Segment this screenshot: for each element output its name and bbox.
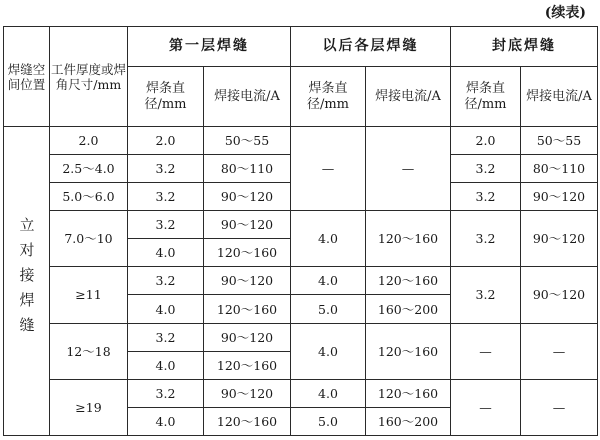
sealing-current-cell: 90～120 [521, 211, 598, 267]
sealing-diameter-cell: 2.0 [451, 127, 521, 155]
thickness-cell: 5.0～6.0 [50, 183, 128, 211]
first-diameter-cell: 2.0 [128, 127, 204, 155]
later-current-cell: 160～200 [366, 407, 451, 435]
first-diameter-cell: 4.0 [128, 407, 204, 435]
later-diameter-cell: — [291, 127, 366, 211]
later-diameter-cell: 5.0 [291, 295, 366, 323]
header-later-current: 焊接电流/A [366, 67, 451, 127]
later-current-cell: — [366, 127, 451, 211]
first-diameter-cell: 3.2 [128, 155, 204, 183]
table-row [4, 127, 598, 155]
first-diameter-cell: 4.0 [128, 351, 204, 379]
thickness-cell: ≥19 [50, 379, 128, 435]
sealing-current-cell: — [521, 323, 598, 379]
thickness-cell: 12～18 [50, 323, 128, 379]
first-current-cell: 120～160 [204, 407, 291, 435]
first-diameter-cell: 4.0 [128, 295, 204, 323]
later-diameter-cell: 4.0 [291, 267, 366, 295]
thickness-cell: ≥11 [50, 267, 128, 323]
table-row [4, 267, 598, 295]
first-current-cell: 120～160 [204, 351, 291, 379]
sealing-diameter-cell: — [451, 379, 521, 435]
welding-parameters-table [3, 26, 598, 436]
position-label: 立对接焊缝 [17, 217, 36, 342]
header-first-diameter: 焊条直径/mm [128, 67, 204, 127]
later-diameter-cell: 4.0 [291, 379, 366, 407]
header-later-layers: 以后各层焊缝 [291, 27, 451, 67]
thickness-cell: 7.0～10 [50, 211, 128, 267]
first-current-cell: 120～160 [204, 295, 291, 323]
table-row [4, 211, 598, 239]
first-current-cell: 90～120 [204, 379, 291, 407]
first-current-cell: 90～120 [204, 211, 291, 239]
first-current-cell: 90～120 [204, 267, 291, 295]
later-current-cell: 160～200 [366, 295, 451, 323]
later-diameter-cell: 5.0 [291, 407, 366, 435]
header-sealing-current: 焊接电流/A [521, 67, 598, 127]
first-diameter-cell: 3.2 [128, 323, 204, 351]
first-current-cell: 80～110 [204, 155, 291, 183]
first-diameter-cell: 3.2 [128, 183, 204, 211]
sealing-diameter-cell: 3.2 [451, 155, 521, 183]
first-diameter-cell: 3.2 [128, 379, 204, 407]
thickness-cell: 2.0 [50, 127, 128, 155]
later-current-cell: 120～160 [366, 323, 451, 379]
header-sealing: 封底焊缝 [451, 27, 598, 67]
table-row [4, 379, 598, 407]
continued-label: (续表) [544, 5, 586, 21]
thickness-cell: 2.5～4.0 [50, 155, 128, 183]
header-later-diameter: 焊条直径/mm [291, 67, 366, 127]
sealing-diameter-cell: — [451, 323, 521, 379]
sealing-diameter-cell: 3.2 [451, 267, 521, 323]
later-current-cell: 120～160 [366, 379, 451, 407]
sealing-current-cell: 90～120 [521, 267, 598, 323]
header-first-current: 焊接电流/A [204, 67, 291, 127]
first-diameter-cell: 3.2 [128, 267, 204, 295]
header-sealing-diameter: 焊条直径/mm [451, 67, 521, 127]
first-diameter-cell: 3.2 [128, 211, 204, 239]
first-current-cell: 120～160 [204, 239, 291, 267]
header-thickness: 工件厚度或焊角尺寸/mm [50, 27, 128, 127]
later-current-cell: 120～160 [366, 267, 451, 295]
table-row [4, 323, 598, 351]
sealing-current-cell: — [521, 379, 598, 435]
first-diameter-cell: 4.0 [128, 239, 204, 267]
sealing-current-cell: 50～55 [521, 127, 598, 155]
sealing-diameter-cell: 3.2 [451, 211, 521, 267]
later-current-cell: 120～160 [366, 211, 451, 267]
sealing-diameter-cell: 3.2 [451, 183, 521, 211]
header-first-layer: 第一层焊缝 [128, 27, 291, 67]
sealing-current-cell: 80～110 [521, 155, 598, 183]
later-diameter-cell: 4.0 [291, 323, 366, 379]
first-current-cell: 90～120 [204, 323, 291, 351]
sealing-current-cell: 90～120 [521, 183, 598, 211]
header-position: 焊缝空间位置 [4, 27, 50, 127]
first-current-cell: 50～55 [204, 127, 291, 155]
first-current-cell: 90～120 [204, 183, 291, 211]
position-cell [4, 127, 50, 436]
later-diameter-cell: 4.0 [291, 211, 366, 267]
